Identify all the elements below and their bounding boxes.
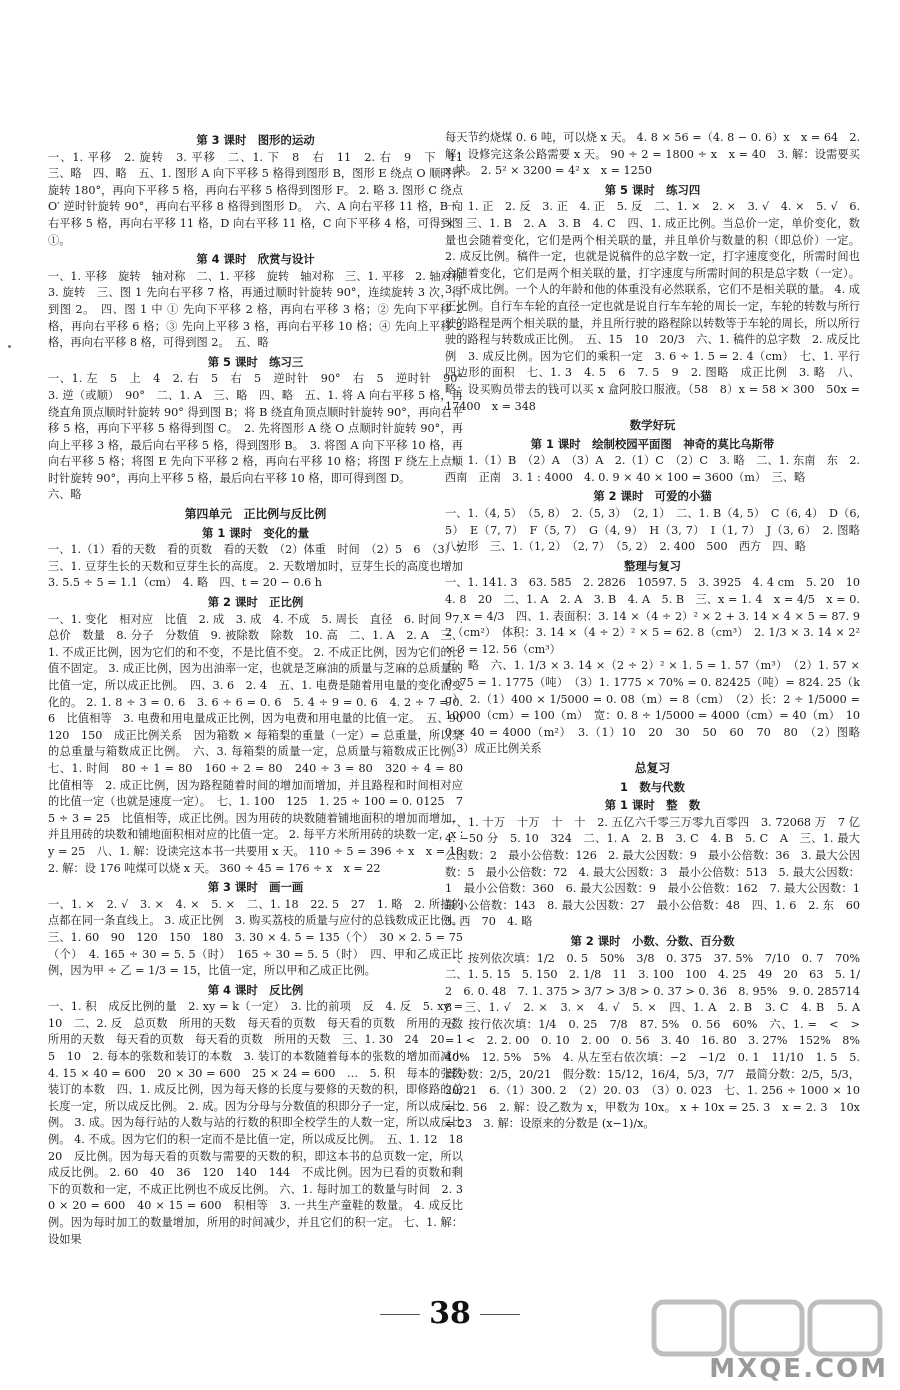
page-number-rule-right [480, 1314, 520, 1315]
section-heading: 整理与复习 [624, 558, 681, 573]
section-heading: 第 3 课时 画一画 [207, 880, 304, 895]
answer-paragraph: 一、1. 平移 旋转 轴对称 二、1. 平移 旋转 轴对称 三、1. 平移 2. 轴对称 3. 旋转 三、图 1 先向右平移 7 格，再通过顺时针旋转 90°，连续旋转 3 次，得到图 2。 四、图 1 中 ① 先向下平移 2 格，再向右平移 3 格；② 先向下平移 2 格，再向右平移 6 格；③ 先向上平移 3 格，再向右平移 10 格；④ 先向上平移 2 格，再向右平移 8 格，可得到图 2。 五、略 [48, 269, 463, 350]
section-heading: 第 5 课时 练习四 [604, 182, 701, 197]
answer-paragraph: 一、1.（1）看的天数 看的页数 看的天数 （2）体重 时间 （2）5 6 （3）7 三、1. 豆芽生长的天数和豆芽生长的高度。 2. 天数增加时，豆芽生长的高度也增加 3. 5.5 ÷ 5 = 1.1（cm） 4. 略 四、t = 20 − 0.6 h [48, 543, 463, 590]
answer-paragraph: 一、1. 平移 2. 旋转 3. 平移 二、1. 下 8 右 11 2. 右 9 下 11 三、略 四、略 五、1. 图形 A 向下平移 5 格得到图形 B，图形 E 绕点 O 顺时针旋转 180°，再向下平移 5 格，再向右平移 5 格得到图形 F。 2. 略 3. 图形 C 绕点 O′ 逆时针旋转 90°，再向右平移 8 格得到图形 D。 六、A 向右平移 11 格，B 向右平移 5 格，再向右平移 11 格，D 向右平移 11 格，C 向下平移 4 格，可得到图①。 [48, 150, 463, 247]
answer-paragraph: 一、1. × 2. √ 3. × 4. × 5. × 二、1. 18 22. 5 27 1. 略 2. 所描的点都在同一条直线上。 3. 成正比例 3. 购买荔枝的质量与应付的总钱数成正比例。 三、1. 60 90 120 150 180 3. 30 × 4. 5 = 135（个） 30 × 2. 5 = 75（个） 4. 165 ÷ 30 = 5. 5（时） 165 ÷ 30 = 5. 5（时） 四、甲和乙成正比例，因为甲 ÷ 乙 = 1/3 = 15，比值一定，所以甲和乙成正比例。 [48, 897, 463, 978]
answer-paragraph: 一、1. 十万 十万 十 十 2. 五亿六千零三万零九百零四 3. 72068 万 7 亿 4. −50 分 5. 10 324 二、1. A 2. B 3. C 4. B 5. C A 三、1. 最大公因数：2 最小公倍数：126 2. 最大公因数：9 最小公倍数：36 3. 最大公因数：5 最小公倍数：72 4. 最大公因数：3 最小公倍数：513 5. 最大公因数：1 最小公倍数：360 6. 最大公因数：9 最小公倍数：162 7. 最大公因数：1 最小公倍数：143 8. 最大公因数：27 最小公倍数：48 四、1. 6 2. 东 60 3. 西 70 4. 略 [445, 815, 860, 929]
answer-paragraph: 五、略 六、1. 1/3 × 3. 14 ×（2 ÷ 2）² × 1. 5 = 1. 57（m³） （2）1. 57 × 0. 75 = 1. 1775（吨） （3）1. 1775 × 70% = 0. 82425（吨）= 824. 25（kg） 2.（1）400 × 1/5000 = 0. 08（m）= 8（cm） （2）长：2 ÷ 1/5000 = 10000（cm）= 100（m） 宽：0. 8 ÷ 1/5000 = 4000（cm）= 40（m） 100 × 40 = 4000（m²） 3.（1）10 20 30 50 60 70 80 （2）图略 （3）成正比例关系 [445, 659, 860, 756]
section-heading: 第 1 课时 变化的量 [202, 525, 309, 540]
answer-paragraph: 一、1.（4, 5） （5, 8） 2.（5, 3） （2, 1） 二、1. B（4, 5） C（6, 4） D（6, 5） E（7, 7） F（5, 7） G（4, 9） H（3, 7） I（1, 7） J（3, 6） 2. 图略 八边形 三、1.（1, 2） （2, 7） （5, 2） 2. 400 500 西方 四、略 [445, 507, 860, 554]
section-heading: 第 5 课时 练习三 [207, 354, 304, 369]
section-heading: 第 2 课时 正比例 [207, 595, 304, 610]
answer-paragraph: 一、1.（1）B （2）A （3）A 2.（1）C （2）C 3. 略 二、1. 东南 东 2. 西南 正南 3. 1 : 4000 4. 0. 9 × 40 × 100 = 3600（m） 三、略 [445, 454, 860, 484]
section-heading: 第 1 课时 整 数 [604, 798, 701, 813]
section-heading: 数学好玩 [629, 418, 676, 433]
answer-paragraph: 一、1. 积 成反比例的量 2. xy = k（一定） 3. 比的前项 反 4. 反 5. xy = 10 二、2. 反 总页数 所用的天数 每天看的页数 每天看的页数 所用的天数 所用的天数 每天看的页数 每天看的页数 所用的天数 三、1. 30 24 20 15 10 2. 每本的张数和装订的本数 3. 装订的本数随着每本的张数的增加而减小 4. 15 × 40 = 600 20 × 30 = 600 25 × 24 = 600 … 5. 积 每本的张数 装订的本数 四、1. 成反比例，因为每天修的长度与要修的天数的积，即修路的总长度一定，所以成反比例。 2. 成。因为分母与分数值的积即分子一定，所以成反比例。 3. 成。因为每行站的人数与站的行数的积即全校学生的人数一定，所以成反比例。 4. 不成。因为它们的积一定而不是比值一定，所以成反比例。 五、1. 12 18 20 反比例。因为每天看的页数与需要的天数的积，即这本书的总页数一定，所以成反比例。 2. 60 40 36 120 140 144 不成比例。因为已看的页数和剩下的页数和一定，不成正比例也不成反比例。 六、1. 每时加工的数量与时间 2. 30 × 20 = 600 40 × 15 = 600 积相等 3. 一共生产童鞋的数量。 4. 成反比例。因为每时加工的数量增加，所用的时间减少，并且它们的积一定。 七、1. 解：设如果 [48, 1000, 463, 1246]
watermark-text: MXQE.COM [709, 1354, 888, 1384]
section-heading: 第 3 课时 图形的运动 [196, 133, 315, 147]
answer-paragraph: 一、按列依次填：1/2 0. 5 50% 3/8 0. 375 37. 5% 7/10 0. 7 70% 二、1. 5. 15 5. 150 2. 1/8 11 3. 100 100 4. 25 49 20 63 5. 1/2 6. 0. 48 7. 1. 375 > 3/7 > 3/8 > 0. 37 > 0. 3̇6 8. 95% 9. 0. 285714 8 三、1. √ 2. × 3. × 4. √ 5. × 四、1. A 2. B 3. C 4. B 5. A 五、按行依次填：1/4 0. 25 7/8 87. 5% 0. 56 60% 六、1. = < > = < 2. 2. 00 0. 10 2. 00 0. 56 3. 40 16. 80 3. 27% 152% 8% 40% 12. 5% 5% 4. 从左至右依次填：−2 −1/2 0. 1 11/10 1. 5 5. 真分数：2/5，20/21 假分数：15/12，16/4，5/3，7/7 最简分数：2/5，5/3，20/21 6.（1）300. 2 （2）20. 03 （3）0. 023 七、1. 256 ÷ 1000 × 10 = 2. 56 2. 解：设乙数为 x，甲数为 10x。 x + 10x = 25. 3 x = 2. 3 10x = 23 3. 解：设原来的分数是 (x−1)/x。 [445, 951, 860, 1131]
answer-paragraph: 一、1. 141. 3 63. 585 2. 2826 10597. 5 3. 3925 4. 4 cm 5. 20 10 4. 8 20 二、1. A 2. A 3. B 4. A 5. B 三、x = 1. 4 x = 4/5 x = 0. 9 x = 4/3 四、1. 表面积：3. 14 ×（4 ÷ 2）² × 2 + 3. 14 × 4 × 5 = 87. 92（cm²） 体积：3. 14 ×（4 ÷ 2）² × 5 = 62. 8（cm³） 2. 1/3 × 3. 14 × 2² × 3 = 12. 56（cm³） [445, 576, 860, 656]
answer-paragraph: 每天节约烧煤 0. 6 吨，可以烧 x 天。 4. 8 × 56 =（4. 8 − 0. 6）x x = 64 2. 解：设修完这条公路需要 x 天。 90 ÷ 2 = 1800 ÷ x x = 40 3. 解：设需要买 x 块。 2. 5² × 3200 = 4² x x = 1250 [445, 131, 860, 178]
section-heading: 第 4 课时 欣赏与设计 [196, 252, 315, 267]
answer-paragraph: 六、略 [48, 488, 82, 502]
section-heading: 第 4 课时 反比例 [207, 982, 304, 997]
section-heading: 1 数与代数 [620, 779, 685, 794]
page-number: 38 [429, 1296, 471, 1331]
answer-paragraph: 一、1. 变化 相对应 比值 2. 成 3. 成 4. 不成 5. 周长 直径 6. 时间 7. 总价 数量 8. 分子 分数值 9. 被除数 除数 10. 高 二、1. A 2. A 三、1. 不成正比例，因为它们的和不变，不是比值不变。 2. 不成正比例，因为它们的比值不固定。 3. 成正比例，因为出油率一定，也就是芝麻油的质量与芝麻的总质量的比值一定，所以成正比例。 四、3. 6 2. 4 五、1. 电费是随着用电量的变化而变化的。 2. 1. 8 ÷ 3 = 0. 6 3. 6 ÷ 6 = 0. 6 5. 4 ÷ 9 = 0. 6 4. 2 ÷ 7 = 0. 6 比值相等 3. 电费和用电量成正比例，因为电费和用电量的比值一定。 五、90 120 150 成正比例关系 因为箱数 × 每箱梨的重量（一定）= 总重量，所以梨的总重量与箱数成正比例。 六、3. 每箱梨的质量一定，总质量与箱数成正比例。 七、1. 时间 80 ÷ 1 = 80 160 ÷ 2 = 80 240 ÷ 3 = 80 320 ÷ 4 = 80 比值相等 2. 成正比例，因为路程随着时间的增加而增加，并且路程和时间相对应的比值一定（也就是速度一定）。 七、1. 100 125 1. 25 ÷ 100 = 0. 0125 75 ÷ 3 = 25 比值相等，成正比例。因为用砖的块数随着铺地面积的增加而增加，并且用砖的块数和铺地面积相对应的比值一定。 2. 每平方米所用砖的块数一定，x ∶ y = 25 八、1. 解：设读完这本书一共要用 x 天。 110 ÷ 5 = 396 ÷ x x = 18 2. 解：设 176 吨煤可以烧 x 天。 360 ÷ 45 = 176 ÷ x x = 22 [48, 612, 463, 875]
section-heading: 总复习 [634, 760, 671, 775]
answer-paragraph: 一、1. 左 5 上 4 2. 右 5 右 5 逆时针 90° 右 5 逆时针 90° 3. 逆（或顺） 90° 二、1. A 三、略 四、略 五、1. 将 A 向右平移 5 格，再绕直角顶点顺时针旋转 90° 得到图 B；将 B 绕直角顶点顺时针旋转 90°，再向右平移 5 格，再向下平移 5 格得到图 C。 2. 先将图形 A 绕 O 点顺时针旋转 90°，再向上平移 3 格，最后向右平移 5 格，得到图形 B。 3. 将图 A 向下平移 10 格，再向右平移 5 格；将图 E 先向下平移 2 格，再向右平移 10 格；将图 F 绕左上点顺时针旋转 90°，再向上平移 5 格，最后向右平移 10 格，即可得到图 D。 [48, 372, 463, 485]
margin-dot [8, 345, 11, 348]
answer-paragraph: 一、1. 正 2. 反 3. 正 4. 正 5. 反 二、1. × 2. × 3. √ 4. × 5. √ 6. × 三、1. B 2. A 3. B 4. C 四、1. 成正比例。当总价一定，单价变化，数量也会随着变化，它们是两个相关联的量，并且单价与数量的积（即总价）一定。 2. 成反比例。稿件一定，也就是说稿件的总字数一定，打字速度变化，所需时间也会随着变化，它们是两个相关联的量，打字速度与所需时间的积是总字数（一定）。 3. 不成比例。一个人的年龄和他的体重没有必然联系，它们不是相关联的量。 4. 成正比例。自行车车轮的直径一定也就是说自行车车轮的周长一定，车轮的转数与所行驶的路程是两个相关联的量，并且所行驶的路程除以转数等于车轮的周长，所以所行驶的路程与转数成正比例。 五、15 10 20/3 六、1. 稿件的总字数 2. 成反比例 3. 成反比例。因为它们的乘积一定 3. 6 ÷ 1. 5 = 2. 4（cm） 七、1. 平行四边形的面积 七、1. 3 4. 5 6 7. 5 9 2. 图略 成正比例 3. 略 八、略：设买购员带去的钱可以买 x 盒阿胶口服液。（58 8）x = 58 × 300 50x = 17400 x = 348 [445, 200, 860, 413]
section-heading: 第四单元 正比例与反比例 [184, 507, 327, 522]
right-column [445, 130, 860, 1340]
section-heading: 第 2 课时 小数、分数、百分数 [570, 933, 735, 948]
left-column [48, 130, 463, 1340]
section-heading: 第 2 课时 可爱的小猫 [593, 489, 712, 504]
section-heading: 第 1 课时 绘制校园平面图 神奇的莫比乌斯带 [530, 436, 775, 451]
